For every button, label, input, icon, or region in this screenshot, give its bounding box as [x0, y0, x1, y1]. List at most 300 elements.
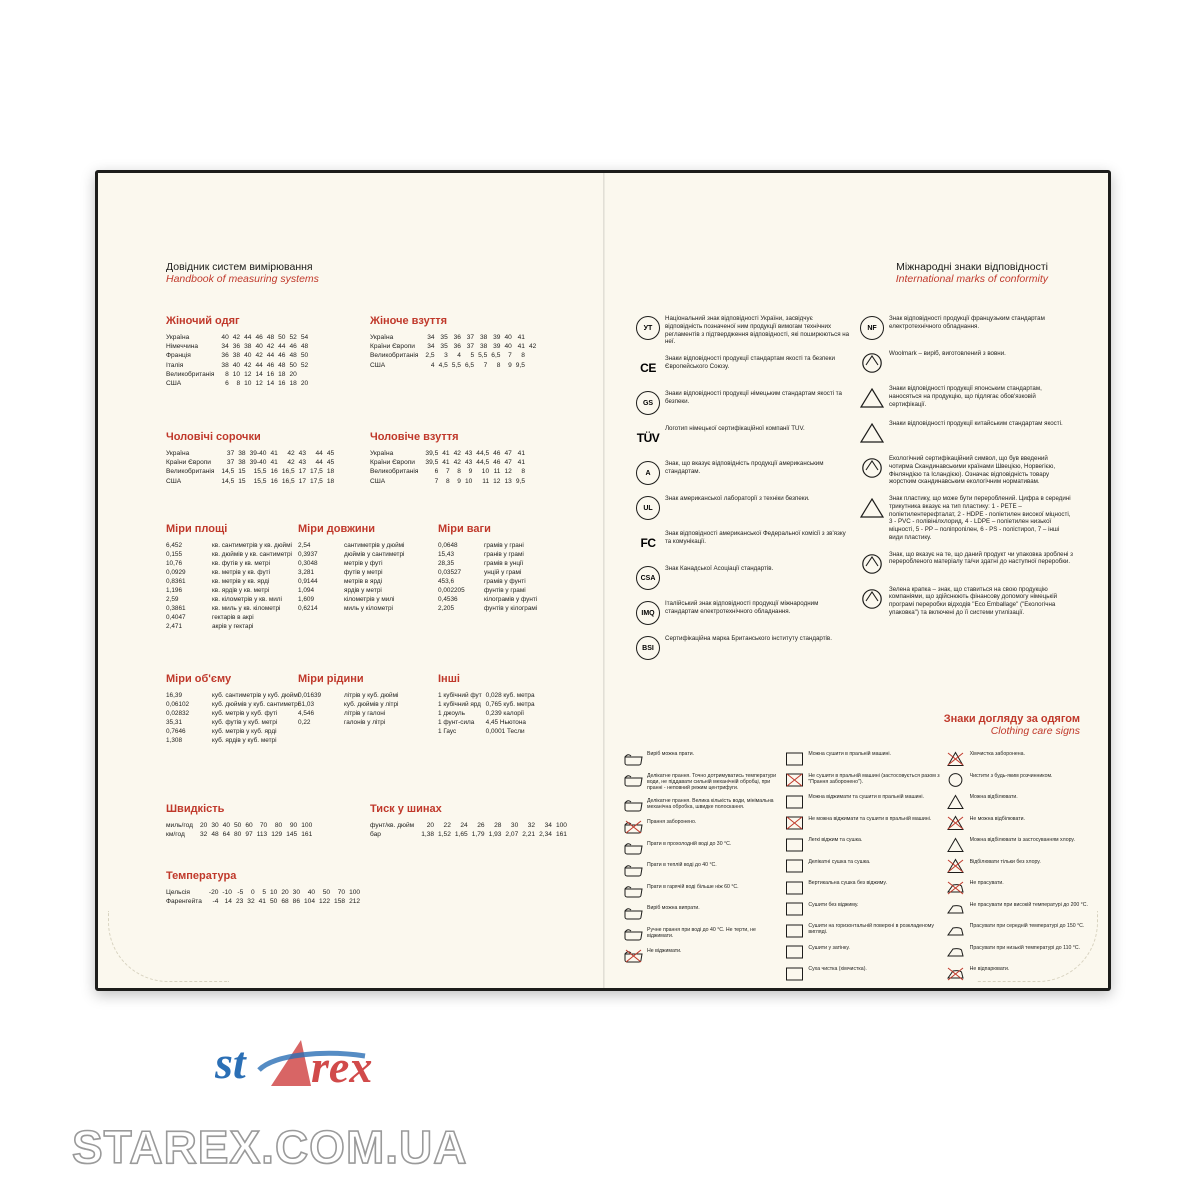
no-iron-icon [946, 880, 966, 895]
conformity-mark-description: Знак, що вказує на те, що даний продукт чи упаковка зроблені з переробленого матеріалу та/чи здатні до наступної переробки. [889, 550, 1073, 566]
conversion-unit: 4,45 Ньютона [485, 719, 526, 726]
right-header-ua: Міжнародні знаки відповідності [896, 261, 1048, 273]
size-cell: 38 [479, 334, 488, 342]
size-cell: 40 [255, 343, 263, 351]
conversion-row [166, 604, 296, 613]
conformity-marks-column-right [855, 315, 1073, 626]
conversion-value: 0,03527 [438, 569, 462, 576]
bleach-chlorine-icon [946, 837, 966, 852]
conversion-value: 61,03 [298, 701, 314, 708]
logo-text-rex: rex [311, 1041, 373, 1092]
conversion-row [438, 559, 541, 568]
conversion-value: 0,22 [298, 719, 311, 726]
size-cell: 41 [270, 459, 278, 467]
csa-mark-icon: CSA [631, 565, 665, 591]
conversion-table-area [166, 541, 296, 631]
size-cell: 36 [453, 343, 461, 351]
row-label: Україна [166, 334, 190, 342]
size-cell: 48 [266, 334, 275, 342]
size-cell: 9 [508, 361, 512, 369]
size-cell: 5,5 [451, 361, 461, 369]
conversion-table-weight [438, 541, 541, 613]
size-cell: 8 [445, 477, 450, 485]
care-sign-row [784, 751, 939, 766]
conversion-table-volume [166, 691, 303, 745]
conversion-unit: галонів у літрі [344, 719, 386, 726]
care-sign-description: Делікатне прання. Точно дотримуватись температури води, не піддавати сильній механічній обробці, при пранні - неповний режим центрифуги. [647, 772, 777, 791]
size-cell: 3 [444, 352, 448, 360]
care-sign-row [623, 905, 778, 920]
care-sign-description: Не прасувати. [969, 880, 1004, 886]
conversion-unit: футів у метрі [344, 569, 383, 576]
size-cell: 40 [232, 361, 241, 369]
care-sign-row [946, 923, 1101, 938]
size-cell: 39-40 [249, 450, 267, 458]
size-cell: 104 [304, 898, 316, 906]
conversion-table-others [438, 691, 539, 736]
conversion-value: 6,452 [166, 542, 182, 549]
section-men-shirts [166, 431, 338, 486]
conversion-unit: кв. дюймів у кв. сантиметрі [212, 551, 292, 558]
conformity-mark-row [631, 495, 851, 521]
size-table-men-shirts [166, 449, 338, 486]
size-cell: 10 [481, 468, 490, 476]
care-sign-description: Не можна віджимати та сушити в пральній машині. [808, 815, 932, 822]
conversion-row [438, 709, 539, 718]
size-cell: 97 [245, 831, 253, 839]
care-sign-row [784, 816, 939, 831]
care-sign-row [946, 902, 1101, 917]
care-sign-row [784, 945, 939, 960]
size-cell: 7 [508, 352, 512, 360]
row-label: Цельсія [166, 889, 190, 897]
size-cell: 8 [225, 370, 229, 378]
no-wring-icon [623, 948, 643, 963]
size-cell: 46 [278, 352, 286, 360]
size-cell: 39,5 [425, 459, 439, 467]
care-sign-description: Сушити у затінку. [808, 944, 850, 951]
conversion-unit: літрів у галоні [344, 710, 386, 717]
size-cell: 86 [292, 898, 301, 906]
conversion-unit: кв. миль у кв. кілометрі [212, 605, 281, 612]
conformity-mark-description: Знаки відповідності продукції стандартам якості та безпеки Європейського Союзу. [665, 355, 835, 370]
size-cell: 35 [440, 334, 448, 342]
size-cell: -20 [208, 889, 219, 897]
size-cell: 0 [250, 889, 255, 897]
size-cell: 52 [289, 334, 297, 342]
size-cell: 145 [286, 831, 298, 839]
row-label: Німеччина [166, 343, 199, 351]
section-liquids [298, 673, 402, 727]
size-cell: 14,5 [221, 477, 235, 485]
size-cell: 1,65 [454, 831, 468, 839]
section-title: Температура [166, 870, 237, 882]
conversion-value: 3,281 [298, 569, 314, 576]
conversion-unit: фунтів у кілограмі [484, 605, 538, 612]
section-title: Міри об'єму [166, 673, 232, 685]
conversion-unit: куб. ярдів у куб. метрі [212, 737, 277, 744]
care-sign-row [946, 945, 1101, 960]
size-cell: 54 [300, 334, 309, 342]
conversion-row [438, 595, 541, 604]
size-cell: 80 [274, 822, 283, 830]
care-sign-row [784, 923, 939, 938]
gentle-spin-icon [784, 837, 804, 852]
size-cell: 12 [493, 477, 501, 485]
no-bleach-2-icon [946, 816, 966, 831]
care-sign-row [946, 773, 1101, 788]
gs-mark-icon: GS [631, 390, 665, 416]
conformity-mark-description: Знак пластику, що може бути перероблений. Цифра в середині трикутника вказує на тип пластику: 1 - PETE – поліетилентерефталат, 2 - HDPE - поліетилен високої міцності, 3 - PVC - полівінілхлорид, 4 - LDPE – поліетилен низької міцності, 5 - PP – поліпропілен, 6 - PS - полістирол, 7 – інші види пластику. [889, 495, 1071, 541]
size-cell: 41 [517, 334, 525, 342]
imq-mark-icon: IMQ [631, 600, 665, 626]
size-cell: 70 [259, 822, 268, 830]
size-cell: 20 [300, 380, 309, 388]
conversion-value: 1 Гаус [438, 728, 457, 735]
size-cell: 5 [470, 352, 475, 360]
conversion-value: 0,9144 [298, 578, 318, 585]
size-cell: 5 [262, 889, 266, 897]
size-cell: 113 [256, 831, 268, 839]
watermark: STAREX.COM.UA [72, 1121, 468, 1173]
size-cell: 70 [337, 889, 346, 897]
table-row [370, 467, 529, 476]
section-temperature [166, 870, 364, 906]
ul-mark-icon: UL [631, 495, 665, 521]
conversion-unit: літрів у куб. дюймі [344, 692, 399, 699]
care-column-drying [784, 751, 939, 988]
care-sign-description: Прати в прохолодній воді до 30 °С. [647, 840, 732, 847]
size-cell: 8 [457, 468, 461, 476]
size-cell: 24 [460, 822, 468, 830]
conversion-row [166, 613, 296, 622]
size-cell: 43 [464, 459, 473, 467]
size-cell: 100 [349, 889, 361, 897]
conformity-mark-description: Логотип німецької сертифікаційної компанії TUV. [665, 425, 805, 432]
size-cell: 43 [298, 450, 307, 458]
starex-logo [215, 1030, 415, 1100]
table-row [166, 361, 312, 370]
care-sign-description: Ручне прання при воді до 40 °С. Не терти, не віджимати. [647, 926, 756, 939]
conversion-row [166, 586, 296, 595]
row-label: США [166, 477, 182, 485]
conformity-mark-description: Знак відповідності американської Федеральної комісії з зв'язку та комунікації. [665, 530, 846, 545]
table-row [370, 477, 529, 486]
size-table-women-clothing [166, 333, 312, 388]
conversion-unit: куб. дюймів у літрі [344, 701, 399, 708]
care-column-washing [623, 751, 778, 988]
size-cell: 6,5 [491, 352, 501, 360]
size-cell: 16,5 [281, 468, 295, 476]
size-cell: 40 [222, 822, 230, 830]
conversion-row [298, 700, 402, 709]
size-cell: 50 [269, 898, 278, 906]
conformity-mark-row [855, 495, 1073, 542]
size-cell: 11 [493, 468, 501, 476]
size-cell: 7 [445, 468, 450, 476]
size-cell: 50 [322, 889, 331, 897]
conversion-value: 0,0648 [438, 542, 458, 549]
size-cell: 16 [278, 380, 286, 388]
size-cell: 14 [224, 898, 232, 906]
size-cell: 12 [244, 370, 252, 378]
size-cell: 40 [244, 352, 252, 360]
conversion-row [438, 604, 541, 613]
iron-medium-icon [946, 923, 966, 938]
conformity-mark-row [855, 455, 1073, 486]
conversion-row [298, 568, 408, 577]
section-title: Міри ваги [438, 523, 491, 535]
size-cell: 44 [266, 352, 275, 360]
conversion-value: 0,002205 [438, 587, 465, 594]
row-label: США [370, 477, 386, 485]
size-cell: 42 [255, 352, 263, 360]
conformity-mark-description: Знак американської лабораторії з технiки безпеки. [665, 495, 810, 502]
conversion-row [298, 691, 402, 700]
conversion-table-length [298, 541, 408, 613]
size-cell: 8 [521, 352, 525, 360]
conversion-value: 0,06102 [166, 701, 190, 708]
size-cell: 64 [222, 831, 230, 839]
conversion-unit: куб. сантиметрів у куб. дюймі [212, 692, 300, 699]
size-cell: 41 [517, 343, 525, 351]
ccc-mark-icon [855, 420, 889, 446]
size-cell: -10 [222, 889, 232, 897]
size-cell: 10 [232, 370, 241, 378]
size-cell: 39-40 [249, 459, 267, 467]
conformity-mark-row [631, 315, 851, 346]
no-steam-icon [946, 966, 966, 981]
row-label: Великобританія [166, 468, 215, 476]
size-cell: 18 [326, 477, 335, 485]
row-label: км/год [166, 831, 185, 839]
conversion-value: 0,3861 [166, 605, 186, 612]
tumble-dry-icon [784, 751, 804, 766]
size-cell: 68 [281, 898, 289, 906]
row-label: Країни Європи [370, 343, 415, 351]
conversion-unit: 0,0001 Тесли [485, 728, 525, 735]
logo-text-st: st [215, 1037, 246, 1088]
care-sign-row [784, 859, 939, 874]
size-cell: 2,34 [539, 831, 552, 839]
temperature-table [166, 888, 364, 906]
conversion-unit: кв. футів у кв. метрі [212, 560, 270, 567]
size-cell: 39,5 [425, 450, 439, 458]
table-row [370, 821, 571, 830]
size-cell: 41 [258, 898, 266, 906]
size-cell: 9 [457, 477, 461, 485]
green-dot-icon [855, 586, 889, 612]
size-cell: -4 [212, 898, 219, 906]
care-sign-row [623, 773, 778, 792]
conversion-row [438, 577, 541, 586]
size-cell: 44,5 [476, 459, 490, 467]
care-sign-row [784, 880, 939, 895]
size-cell: 44 [315, 450, 323, 458]
section-title: Міри рідини [298, 673, 364, 685]
care-sign-description: Відбілювати тільки без хлору. [969, 858, 1041, 865]
iron-low-icon [946, 945, 966, 960]
size-cell: 6 [225, 380, 229, 388]
row-label: США [370, 361, 386, 369]
size-cell: 46 [255, 334, 263, 342]
conformity-mark-row [631, 600, 851, 626]
size-cell: 10 [244, 380, 252, 388]
section-title: Міри довжини [298, 523, 376, 535]
conversion-row [438, 550, 541, 559]
conversion-unit: 0,765 куб. метра [485, 701, 535, 708]
size-cell: 34 [544, 822, 552, 830]
conversion-unit: кілограмів у фунті [484, 596, 538, 603]
conversion-unit: кв. кілометрів у кв. милі [212, 596, 282, 603]
no-spin-dry-icon [784, 816, 804, 831]
conversion-value: 0,01639 [298, 692, 322, 699]
table-row [166, 370, 312, 379]
care-title-ua: Знаки догляду за одягом [943, 713, 1080, 725]
right-page [603, 173, 1108, 988]
size-cell: 50 [300, 352, 309, 360]
table-row [166, 830, 316, 839]
table-row [166, 897, 364, 906]
drip-dry-icon [784, 902, 804, 917]
size-cell: 9,5 [515, 361, 525, 369]
jis-mark-icon [855, 385, 889, 411]
mobius-loop-icon [855, 551, 889, 577]
size-cell: 50 [278, 334, 286, 342]
table-row [370, 342, 540, 351]
size-cell: 23 [235, 898, 244, 906]
care-title-en: Clothing care signs [990, 725, 1080, 737]
size-table-men-shoes [370, 449, 529, 486]
size-cell: 42 [287, 459, 295, 467]
size-cell: 7 [434, 477, 439, 485]
size-cell: 80 [234, 831, 242, 839]
conversion-value: 0,4047 [166, 614, 186, 621]
table-row [370, 333, 540, 342]
logo-a-glyph [271, 1040, 311, 1086]
nf-mark-icon: NF [855, 315, 889, 341]
conformity-mark-description: Знаки відповідності продукції японським стандартам, наносяться на продукцію, що підлягає обов'язковій сертифікації. [889, 385, 1042, 408]
size-cell: 2,21 [522, 831, 536, 839]
open-notebook [95, 170, 1111, 991]
size-cell: 36 [221, 352, 229, 360]
table-row [166, 449, 338, 458]
conversion-row [166, 709, 303, 718]
conversion-unit: кв. метрів у кв. ярді [212, 578, 270, 585]
conversion-unit: грамів у грані [484, 542, 524, 549]
wash-hand-40-icon [623, 927, 643, 942]
table-row [166, 333, 312, 342]
conversion-value: 1 фунт-сила [438, 719, 475, 726]
row-label: Великобританія [370, 352, 419, 360]
size-cell: 41 [442, 450, 450, 458]
conversion-row [438, 568, 541, 577]
care-sign-description: Чистити з будь-яким розчинником. [969, 772, 1053, 779]
tuv-mark-icon: TÜV [636, 431, 660, 445]
size-cell: 17 [298, 468, 307, 476]
size-cell: 48 [300, 343, 309, 351]
size-cell: 15,5 [253, 477, 267, 485]
conversion-row [166, 736, 303, 745]
conversion-row [166, 550, 296, 559]
conversion-unit: кв. метрів у кв. футі [212, 569, 270, 576]
size-cell: 38 [221, 361, 229, 369]
conversion-value: 2,54 [298, 542, 311, 549]
size-cell: 18 [326, 468, 335, 476]
size-cell: 7 [483, 361, 488, 369]
conversion-unit: гектарів в акрі [212, 614, 254, 621]
care-sign-row [623, 819, 778, 834]
left-page [98, 173, 603, 988]
size-cell: 30 [211, 822, 219, 830]
conversion-unit: куб. футів у куб. метрі [212, 719, 278, 726]
size-cell: 100 [301, 822, 313, 830]
size-cell: 18 [278, 370, 286, 378]
size-cell: 129 [271, 831, 283, 839]
conversion-row [166, 595, 296, 604]
care-column-bleach-iron [946, 751, 1101, 988]
conversion-value: 0,3048 [298, 560, 318, 567]
size-cell: 46 [493, 459, 501, 467]
left-header-ua: Довідник систем вимірювання [166, 261, 313, 273]
conversion-unit: гранів у грамі [484, 551, 524, 558]
conformity-mark-description: Національний знак відповідності України, засвідчує відповідність позначеної ним продукції вимогам технічних регламентів з підтвердження відповідності, які поширюються на неї. [665, 315, 850, 346]
delicate-dry-icon [784, 859, 804, 874]
conversion-row [298, 541, 408, 550]
conversion-value: 0,3937 [298, 551, 318, 558]
conversion-row [298, 559, 408, 568]
conversion-unit: фунтів у грамі [484, 587, 526, 594]
size-cell: 20 [289, 370, 297, 378]
conversion-unit: куб. дюймів у куб. сантиметрі [212, 701, 300, 708]
size-cell: 4 [457, 352, 461, 360]
size-cell: 14,5 [221, 468, 235, 476]
conversion-unit: метрів у футі [344, 560, 383, 567]
right-header-en: International marks of conformity [895, 273, 1048, 285]
table-row [166, 888, 364, 897]
conversion-row [298, 604, 408, 613]
size-cell: 44 [278, 343, 286, 351]
care-sign-description: Прасувати при середній температурі до 150 °С. [969, 923, 1085, 929]
conversion-unit: акрів у гектарі [212, 623, 254, 630]
section-title: Чоловіче взуття [370, 431, 459, 443]
section-length [298, 523, 408, 613]
conversion-table-liquids [298, 691, 402, 727]
size-cell: 16,5 [281, 477, 295, 485]
care-sign-description: Легкі віджим та сушка. [808, 837, 863, 843]
conversion-row [438, 700, 539, 709]
size-cell: 38 [238, 459, 246, 467]
section-women-clothing [166, 315, 312, 388]
conformity-mark-row [855, 350, 1073, 376]
bleach-icon [946, 794, 966, 809]
conversion-row [298, 595, 408, 604]
size-cell: 36 [453, 334, 461, 342]
table-row [370, 458, 529, 467]
size-cell: 17,5 [310, 477, 323, 485]
care-sign-description: Сушити без віджиму. [808, 901, 859, 908]
row-label: Італія [166, 361, 184, 369]
row-label: Великобританія [370, 468, 419, 476]
conformity-mark-row [631, 565, 851, 591]
conversion-row [438, 691, 539, 700]
care-sign-row [784, 837, 939, 852]
size-cell: 45 [326, 459, 335, 467]
wash-tub-hand-icon [623, 773, 643, 788]
size-cell: 10 [464, 477, 473, 485]
left-page-header [166, 261, 319, 285]
size-cell: 9 [468, 468, 473, 476]
